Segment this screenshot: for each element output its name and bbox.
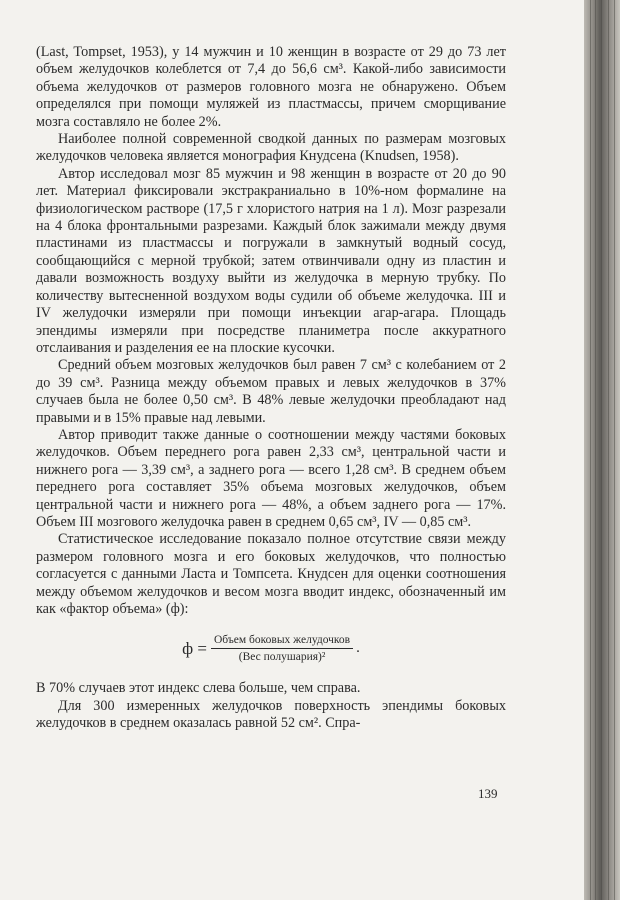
paragraph-8: Для 300 измеренных желудочков поверхность эпендимы боковых желудочков в среднем оказалась равной 52 см². Спра- <box>36 697 506 732</box>
formula-fraction <box>211 633 353 664</box>
book-spine-edge <box>584 0 620 900</box>
paragraph-7: В 70% случаев этот индекс слева больше, чем справа. <box>36 680 361 697</box>
paragraph-3: Автор исследовал мозг 85 мужчин и 98 женщин в возрасте от 20 до 90 лет. Материал фиксировали экстракраниально в 10%-ном формалине на физиологическом растворе (17,5 г хлористого натрия на 1 л). Мозг разрезали на 4 блока фронтальными разрезами. Каждый блок зажимали между двумя пластинами из пластмассы и погружали в замкнутый водный сосуд, сообщающийся с мерной трубкой; затем отвинчивали одну из пластин и давали возможность воздуху выйти из желудочка в мерную трубку. По количеству вытесненной воздухом воды судили об объеме желудочка. III и IV желудочки измеряли при помощи инъекции агар-агара. Площадь эпендимы измеряли при посредстве планиметра после аккуратного отслаивания и разделения ее на плоские кусочки. <box>36 165 506 356</box>
formula-lhs: ф = <box>182 638 207 658</box>
paragraph-6: Статистическое исследование показало полное отсутствие связи между размером головного мозга и его боковых желудочков, что полностью согласуется с данными Ласта и Томпсета. Кнудсен для оценки соотношения между объемом желудочков и весом мозга вводит индекс, обозначенный им как «фактор объема» (ф): <box>36 531 506 617</box>
body-text <box>36 44 506 733</box>
formula-numerator: Объем боковых желудочков <box>211 633 353 649</box>
formula-period: . <box>356 639 360 656</box>
paragraph-5: Автор приводит также данные о соотношении между частями боковых желудочков. Объем переднего рога равен 2,33 см³, центральной части и нижнего рога — 3,39 см³, а заднего рога — всего 1,28 см³. В среднем объем переднего рога составляет 35% объема мозговых желудочков, объем центральной части и нижнего рога — 48%, а объем заднего рога — 17%. Объем III мозгового желудочка равен в среднем 0,65 см³, IV — 0,85 см³. <box>36 426 506 530</box>
page-number: 139 <box>478 786 498 801</box>
paragraph-4: Средний объем мозговых желудочков был равен 7 см³ с колебанием от 2 до 39 см³. Разница между объемом правых и левых желудочков в 37% случаев была не более 0,50 см³. В 48% левые желудочки преобладают над правыми и в 15% правые над левыми. <box>36 357 506 426</box>
volume-factor-formula <box>36 628 506 668</box>
paragraph-1: (Last, Tompset, 1953), у 14 мужчин и 10 женщин в возрасте от 29 до 73 лет объем желудочков колеблется от 7,4 до 56,6 см³. Какой-либо зависимости объема желудочков от размеров головного мозга не обнаружено. Объем определялся при помощи муляжей из пластмассы, причем сморщивание мозга составляло не более 2%. <box>36 44 506 130</box>
paragraph-2: Наиболее полной современной сводкой данных по размерам мозговых желудочков человека является монография Кнудсена (Knudsen, 1958). <box>36 131 506 165</box>
formula-denominator: (Вес полушария)² <box>238 650 326 663</box>
